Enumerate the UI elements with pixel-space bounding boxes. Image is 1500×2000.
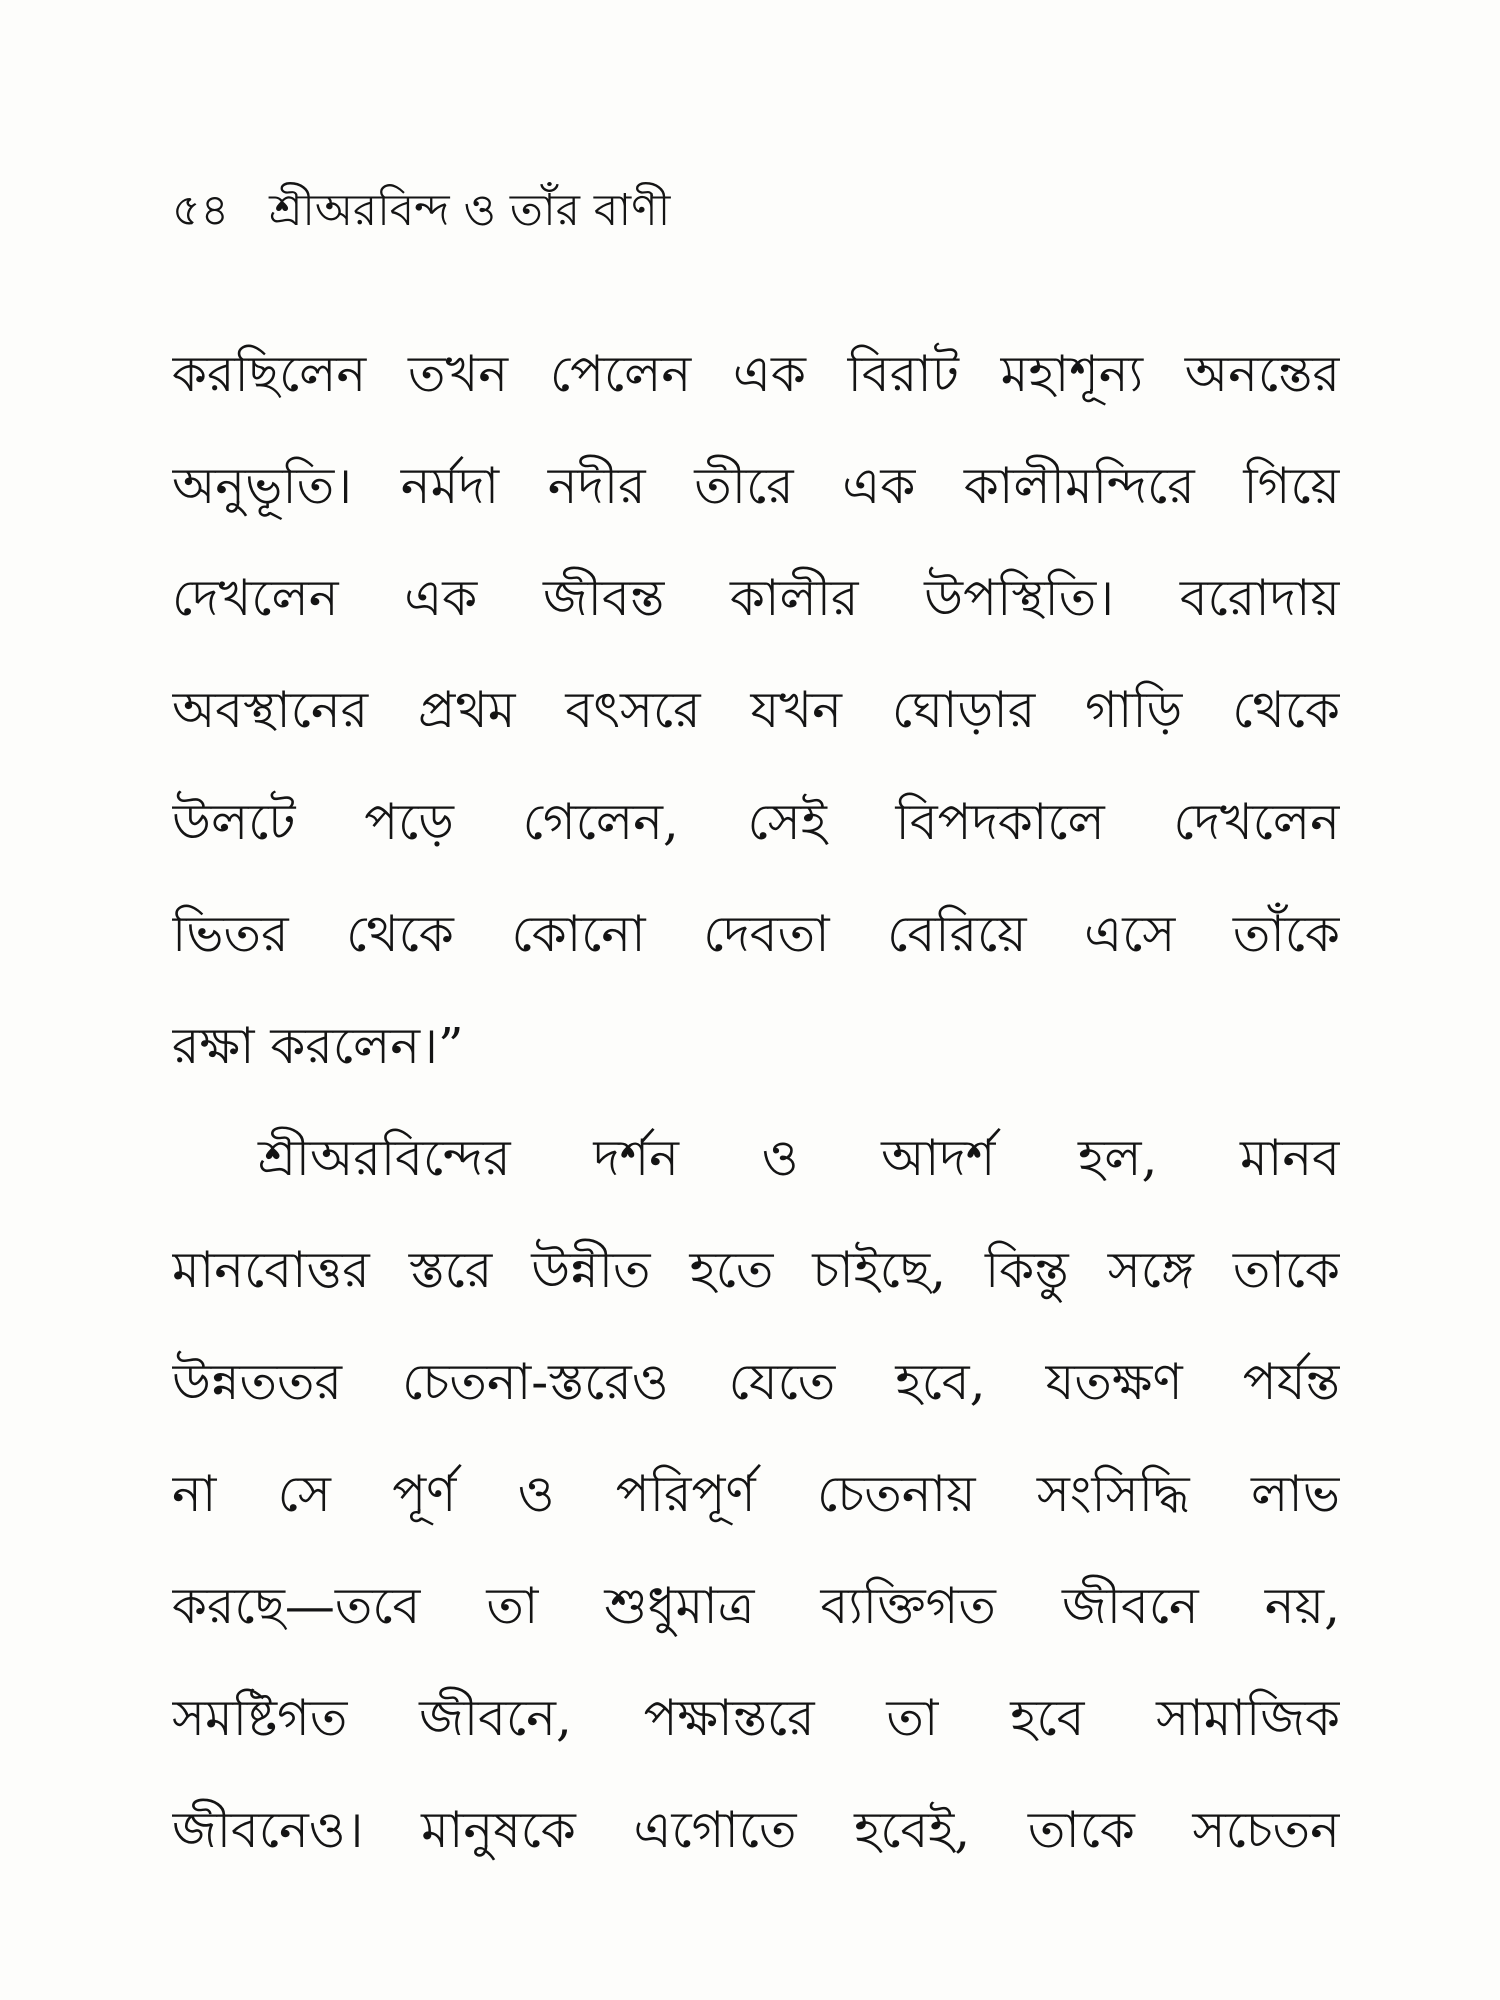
text-line: উলটে পড়ে গেলেন, সেই বিপদকালে দেখলেন bbox=[172, 793, 1340, 851]
text-line: অবস্থানের প্রথম বৎসরে যখন ঘোড়ার গাড়ি থেকে bbox=[172, 681, 1340, 739]
text-line: মানবোত্তর স্তরে উন্নীত হতে চাইছে, কিন্তু সঙ্গে তাকে bbox=[172, 1241, 1340, 1299]
text-line: ভিতর থেকে কোনো দেবতা বেরিয়ে এসে তাঁকে bbox=[172, 905, 1340, 963]
book-title: শ্রীঅরবিন্দ ও তাঁর বাণী bbox=[269, 185, 671, 236]
page-number: ৫৪ bbox=[172, 185, 230, 236]
text-line: উন্নততর চেতনা-স্তরেও যেতে হবে, যতক্ষণ পর্যন্ত bbox=[172, 1353, 1340, 1411]
text-line: না সে পূর্ণ ও পরিপূর্ণ চেতনায় সংসিদ্ধি লাভ bbox=[172, 1465, 1340, 1523]
body-text bbox=[172, 318, 1340, 1886]
text-line: করছে—তবে তা শুধুমাত্র ব্যক্তিগত জীবনে নয়, bbox=[172, 1577, 1340, 1635]
running-head bbox=[172, 176, 1352, 246]
paragraph-end-line: রক্ষা করলেন।” bbox=[172, 1017, 464, 1075]
text-line: করছিলেন তখন পেলেন এক বিরাট মহাশূন্য অনন্তের bbox=[172, 345, 1340, 403]
text-line: সমষ্টিগত জীবনে, পক্ষান্তরে তা হবে সামাজিক bbox=[172, 1689, 1340, 1747]
text-line: অনুভূতি। নর্মদা নদীর তীরে এক কালীমন্দিরে গিয়ে bbox=[172, 457, 1340, 515]
text-line: দেখলেন এক জীবন্ত কালীর উপস্থিতি। বরোদায় bbox=[172, 569, 1340, 627]
text-line: জীবনেও। মানুষকে এগোতে হবেই, তাকে সচেতন bbox=[172, 1801, 1340, 1859]
paragraph-start-line: শ্রীঅরবিন্দের দর্শন ও আদর্শ হল, মানব bbox=[258, 1129, 1340, 1187]
